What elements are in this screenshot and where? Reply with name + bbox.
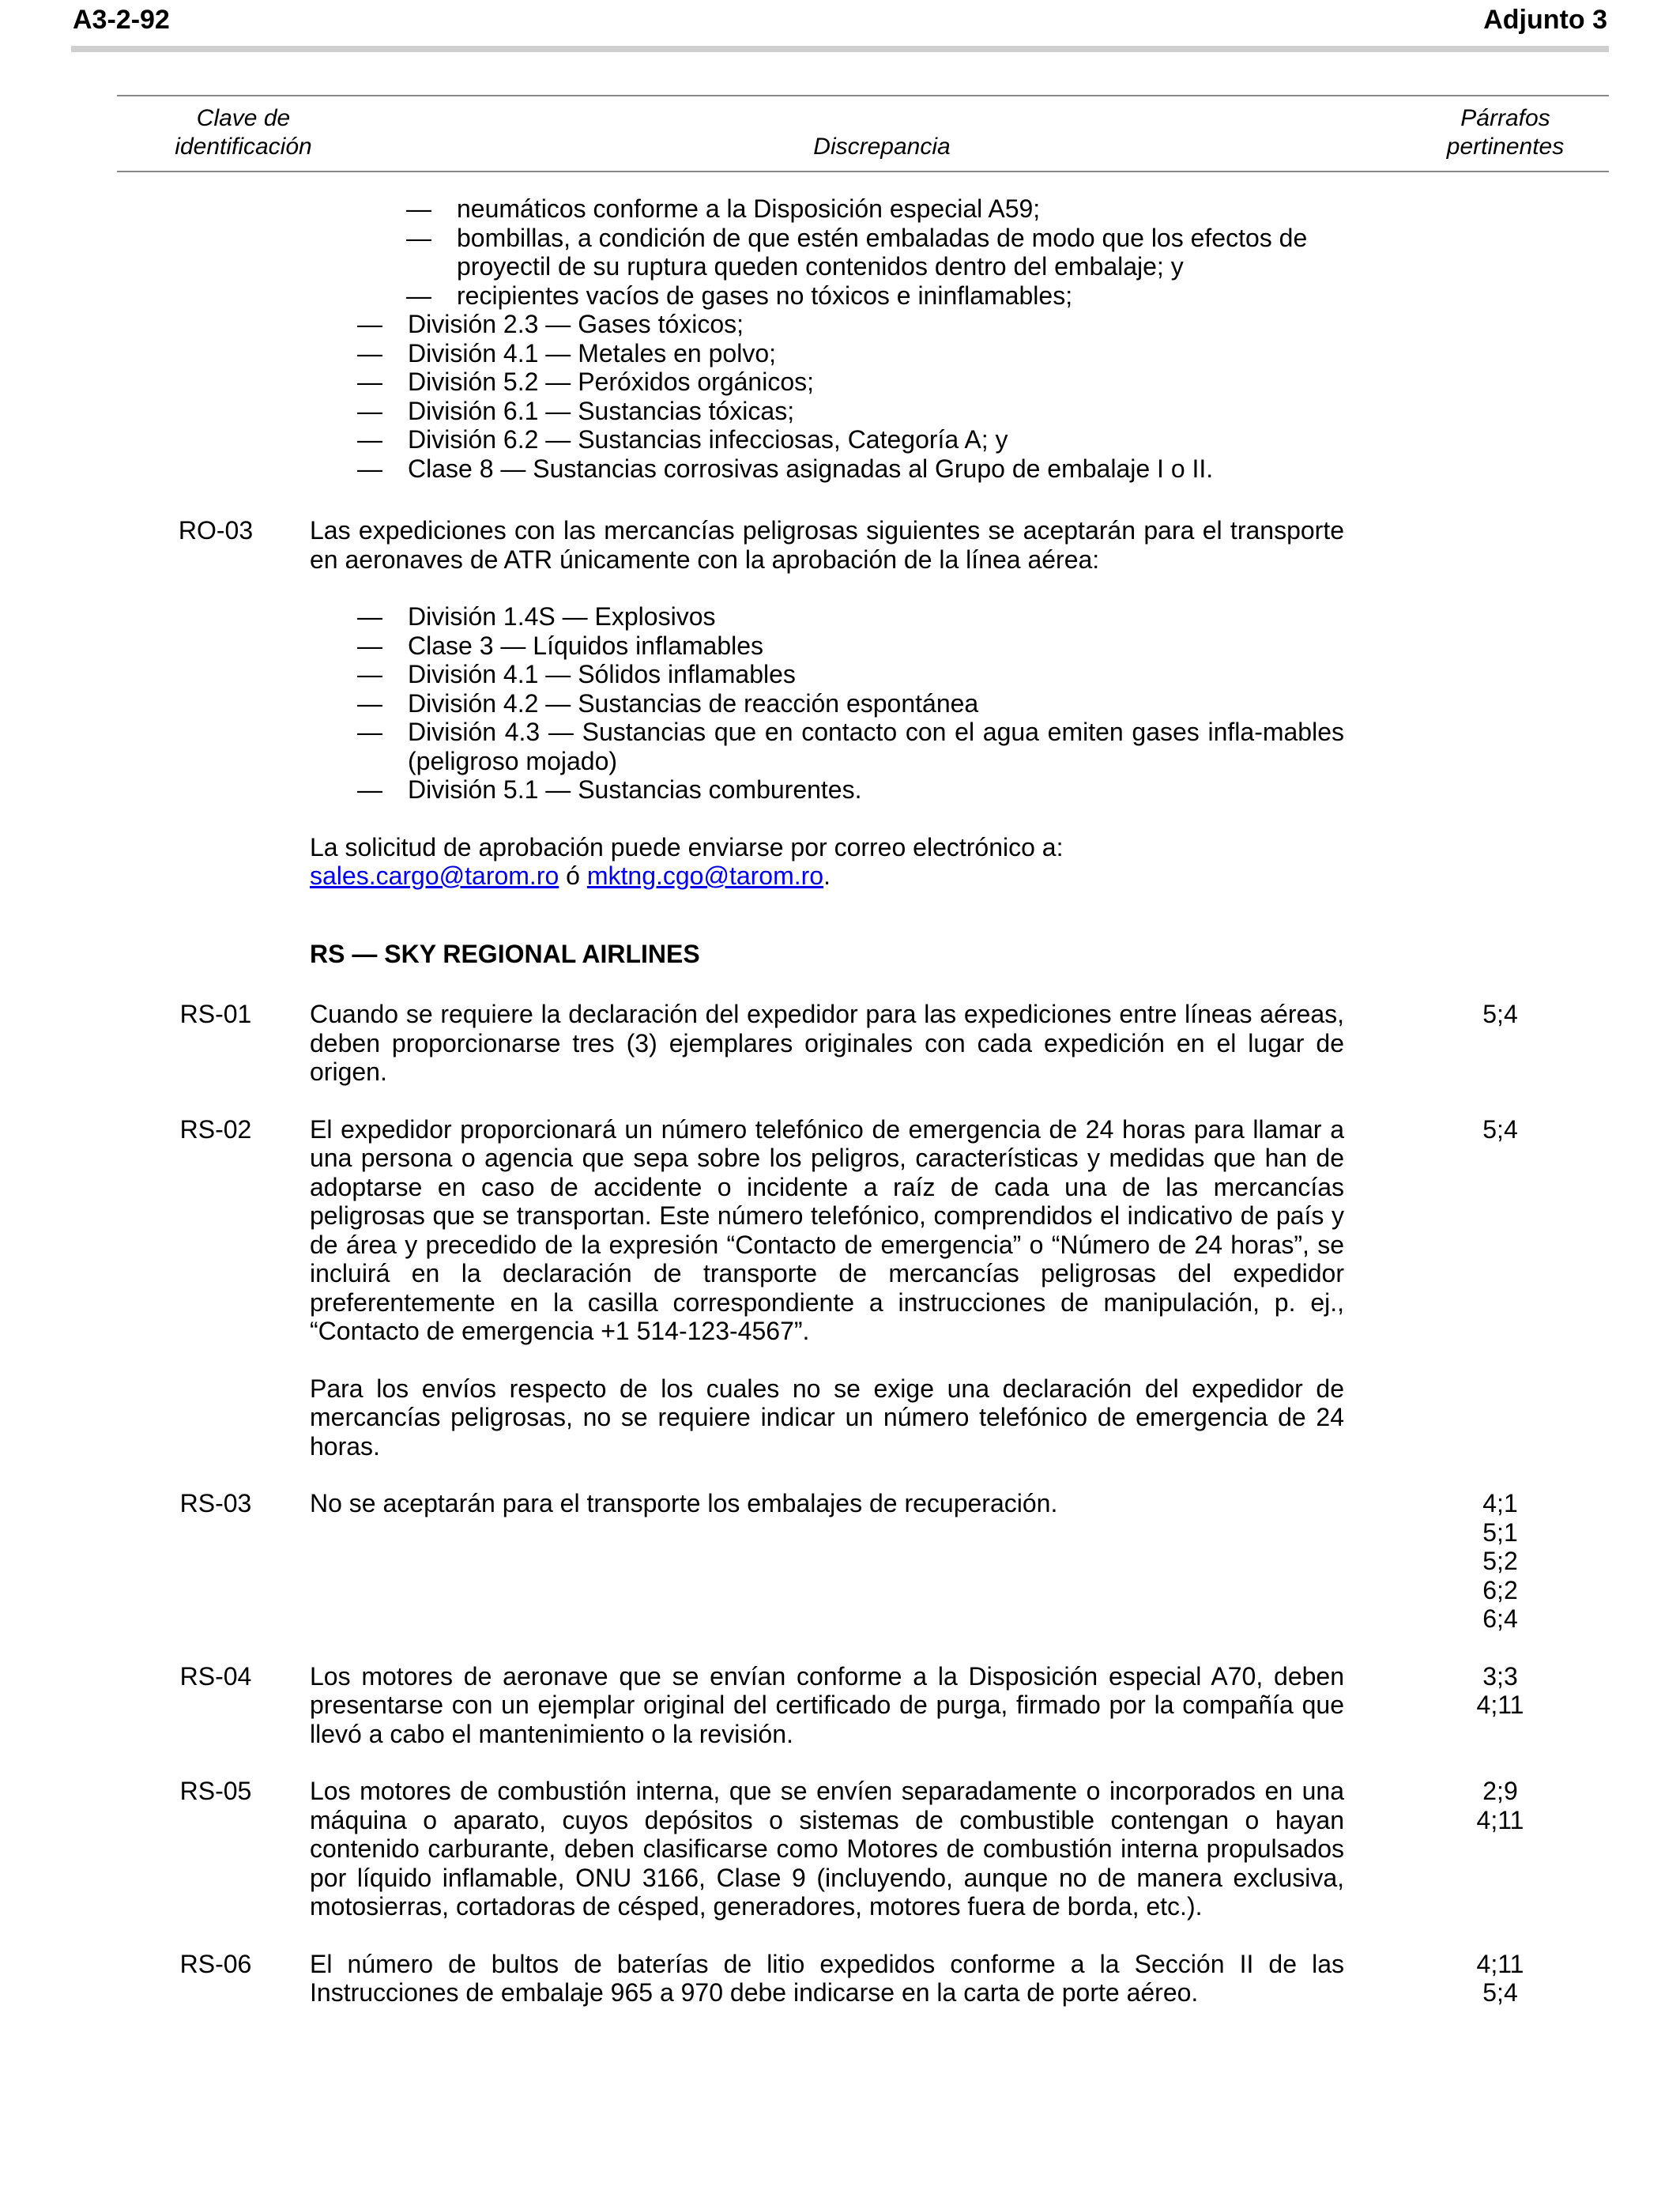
paragraph: Las expediciones con las mercancías peligrosas siguientes se aceptarán para el transporte en aeronaves de ATR únicamente con la aprobación de la línea aérea: [310, 516, 1344, 574]
refs-cell [1344, 1777, 1609, 1921]
refs-cell [1344, 1489, 1609, 1634]
id-cell: RS-01 [179, 1000, 252, 1028]
id-cell: RS-06 [179, 1949, 252, 1978]
list-item-text: Clase 3 — Líquidos inflamables [408, 631, 764, 660]
id-cell: RS-04 [179, 1661, 252, 1691]
paragraph: No se aceptarán para el transporte los embalajes de recuperación. [310, 1489, 1058, 1517]
dash-glyph: — [357, 338, 382, 368]
discrepancy-cell [310, 1777, 1344, 1921]
column-header-paragraphs [1407, 104, 1604, 161]
id-cell: RO-03 [178, 516, 254, 545]
table-row [117, 516, 1609, 891]
list-item [310, 602, 1344, 631]
column-header-id-line1: Clave de [196, 105, 291, 131]
column-header-discrepancy: Discrepancia [813, 134, 951, 160]
column-header-paragraphs-line2: pertinentes [1446, 134, 1565, 160]
list-item [310, 281, 1344, 311]
section-row [117, 940, 1609, 969]
dash-glyph: — [406, 223, 431, 252]
list-item [310, 310, 1344, 339]
dash-glyph: — [357, 396, 382, 425]
paragraph-ref: 4;11 [1476, 1691, 1524, 1719]
list-item [310, 194, 1344, 224]
paragraph: Los motores de aeronave que se envían conforme a la Disposición especial A70, deben presentarse con un ejemplar original del certificado de purga, firmado por la compañía que llevó a cabo el mantenimiento o la revisión. [310, 1661, 1344, 1748]
refs-cell [1344, 1000, 1609, 1087]
page-number: A3-2-92 [73, 5, 170, 35]
paragraph-ref: 5;4 [1482, 1000, 1518, 1028]
paragraph: Los motores de combustión interna, que se envíen separadamente o incorporados en una máquina o aparato, cuyos depósitos o sistemas de combustible contengan o hayan contenido carburante, deben clasificarse como Motores de combustión interna propulsados por líquido inflamable, ONU 3166, Clase 9 (incluyendo, aunque no de manera exclusiva, motosierras, cortadoras de césped, generadores, motores fuera de borda, etc.). [310, 1777, 1344, 1921]
list-item-text: División 5.2 — Peróxidos orgánicos; [408, 368, 815, 396]
refs-cell [1344, 1950, 1609, 2007]
column-header-paragraphs-line1: Párrafos [1460, 105, 1550, 131]
header-rule [71, 46, 1609, 52]
refs-cell [1344, 516, 1609, 891]
dash-glyph: — [357, 454, 382, 483]
email-link-mktng[interactable]: mktng.cgo@tarom.ro [586, 861, 824, 890]
discrepancy-cell [310, 1000, 1344, 1087]
list-item-text: bombillas, a condición de que estén embaladas de modo que los efectos de proyectil de su ruptura queden contenidos dentro del embalaje; y [457, 223, 1308, 281]
paragraph: El número de bultos de baterías de litio expedidos conforme a la Sección II de las Instrucciones de embalaje 965 a 970 debe indicarse en la carta de porte aéreo. [310, 1949, 1344, 2007]
paragraph-ref: 2;9 [1482, 1777, 1518, 1805]
paragraph-ref: 5;4 [1482, 1978, 1518, 2007]
paragraph-ref: 5;1 [1482, 1517, 1518, 1547]
dash-glyph: — [357, 688, 382, 718]
list-item-text: División 4.1 — Sólidos inflamables [408, 660, 796, 688]
or-word: ó [559, 861, 587, 890]
dash-glyph: — [357, 660, 382, 688]
id-cell: RS-05 [179, 1777, 252, 1805]
dash-glyph: — [357, 718, 382, 746]
dash-glyph: — [357, 425, 382, 454]
id-cell: RS-03 [179, 1489, 252, 1517]
paragraph-ref: 5;4 [1482, 1114, 1518, 1144]
table-row [117, 1662, 1609, 1749]
list-item-text: División 4.1 — Metales en polvo; [408, 338, 776, 368]
list-item [310, 224, 1344, 281]
paragraph: Cuando se requiere la declaración del expedidor para las expediciones entre líneas aéreas, deben proporcionarse tres (3) ejemplares originales con cada expedición en el lugar de origen. [310, 1000, 1344, 1086]
list-item [310, 425, 1344, 454]
column-header-id [125, 104, 362, 161]
list-item [310, 454, 1344, 484]
list-item-text: División 2.3 — Gases tóxicos; [408, 310, 744, 338]
list-item [310, 718, 1344, 775]
dash-glyph: — [406, 281, 431, 310]
table-header-rule [117, 171, 1609, 172]
list-item [310, 397, 1344, 426]
table-body [117, 194, 1609, 2007]
dash-glyph: — [357, 368, 382, 396]
attachment-label: Adjunto 3 [1483, 5, 1607, 35]
list-item [310, 631, 1344, 661]
paragraph-ref: 6;4 [1482, 1604, 1518, 1633]
email-line [310, 861, 1344, 891]
discrepancy-cell [310, 1662, 1344, 1749]
list-item-text: División 1.4S — Explosivos [408, 602, 716, 631]
id-cell [117, 194, 307, 483]
paragraph: El expedidor proporcionará un número telefónico de emergencia de 24 horas para llamar a una persona o agencia que sepa sobre los peligros, características y medidas que han de adoptarse en caso de accidente o incidente a raíz de cada una de las mercancías peligrosas que se transportan. Este número telefónico, comprendidos el indicativo de país y de área y precedido de la expresión “Contacto de emergencia” o “Número de 24 horas”, se incluirá en la declaración de transporte de mercancías peligrosas del expedidor preferentemente en la casilla correspondiente a instrucciones de manipulación, p. ej., “Contacto de emergencia +1 514-123-4567”. [310, 1114, 1344, 1345]
column-header-id-line2: identificación [175, 134, 312, 160]
list-item [310, 689, 1344, 718]
list-item-text: recipientes vacíos de gases no tóxicos e ininflamables; [457, 281, 1073, 310]
table-row [117, 1000, 1609, 1087]
table-top-rule [117, 95, 1609, 96]
discrepancy-cell [310, 1115, 1344, 1461]
dash-glyph: — [357, 631, 382, 660]
list-item-text: División 6.2 — Sustancias infecciosas, Categoría A; y [408, 425, 1008, 454]
list-item-text: Clase 8 — Sustancias corrosivas asignadas al Grupo de embalaje I o II. [408, 454, 1214, 483]
paragraph-ref: 4;11 [1476, 1805, 1524, 1834]
paragraph-ref: 6;2 [1482, 1575, 1518, 1604]
table-row [117, 1950, 1609, 2007]
end-period: . [823, 861, 831, 890]
list-item [310, 775, 1344, 805]
list-item-text: División 4.2 — Sustancias de reacción espontánea [408, 688, 979, 718]
table-row [117, 194, 1609, 483]
section-title: RS — SKY REGIONAL AIRLINES [310, 939, 700, 968]
paragraph-ref: 4;11 [1476, 1949, 1524, 1978]
id-cell: RS-02 [179, 1114, 252, 1144]
list-item-text: División 4.3 — Sustancias que en contacto con el agua emiten gases infla-mables (peligroso mojado) [408, 718, 1344, 775]
rs-rows [117, 1000, 1609, 2007]
discrepancy-cell [310, 516, 1344, 891]
email-link-sales[interactable]: sales.cargo@tarom.ro [310, 861, 559, 890]
discrepancy-cell [310, 1489, 1344, 1634]
list-item-text: División 5.1 — Sustancias comburentes. [408, 775, 862, 804]
paragraph-ref: 3;3 [1482, 1661, 1518, 1691]
refs-cell [1344, 194, 1609, 483]
list-item [310, 339, 1344, 368]
list-item [310, 368, 1344, 397]
discrepancy-cell [310, 1950, 1344, 2007]
table-row [117, 1489, 1609, 1634]
list-item-text: División 6.1 — Sustancias tóxicas; [408, 396, 795, 425]
table-row [117, 1115, 1609, 1461]
paragraph: La solicitud de aprobación puede enviarse por correo electrónico a: [310, 832, 1064, 861]
refs-cell [1344, 1115, 1609, 1461]
list-item-text: neumáticos conforme a la Disposición especial A59; [457, 194, 1041, 223]
paragraph: Para los envíos respecto de los cuales no se exige una declaración del expedidor de mercancías peligrosas, no se requiere indicar un número telefónico de emergencia de 24 horas. [310, 1374, 1344, 1461]
discrepancy-cell [310, 194, 1344, 483]
dash-glyph: — [357, 310, 382, 338]
paragraph-ref: 5;2 [1482, 1547, 1518, 1575]
list-item [310, 660, 1344, 689]
refs-cell [1344, 1662, 1609, 1749]
paragraph-ref: 4;1 [1482, 1489, 1518, 1517]
table-row [117, 1777, 1609, 1921]
dash-glyph: — [357, 775, 382, 804]
dash-glyph: — [406, 194, 431, 223]
dash-glyph: — [357, 602, 382, 631]
